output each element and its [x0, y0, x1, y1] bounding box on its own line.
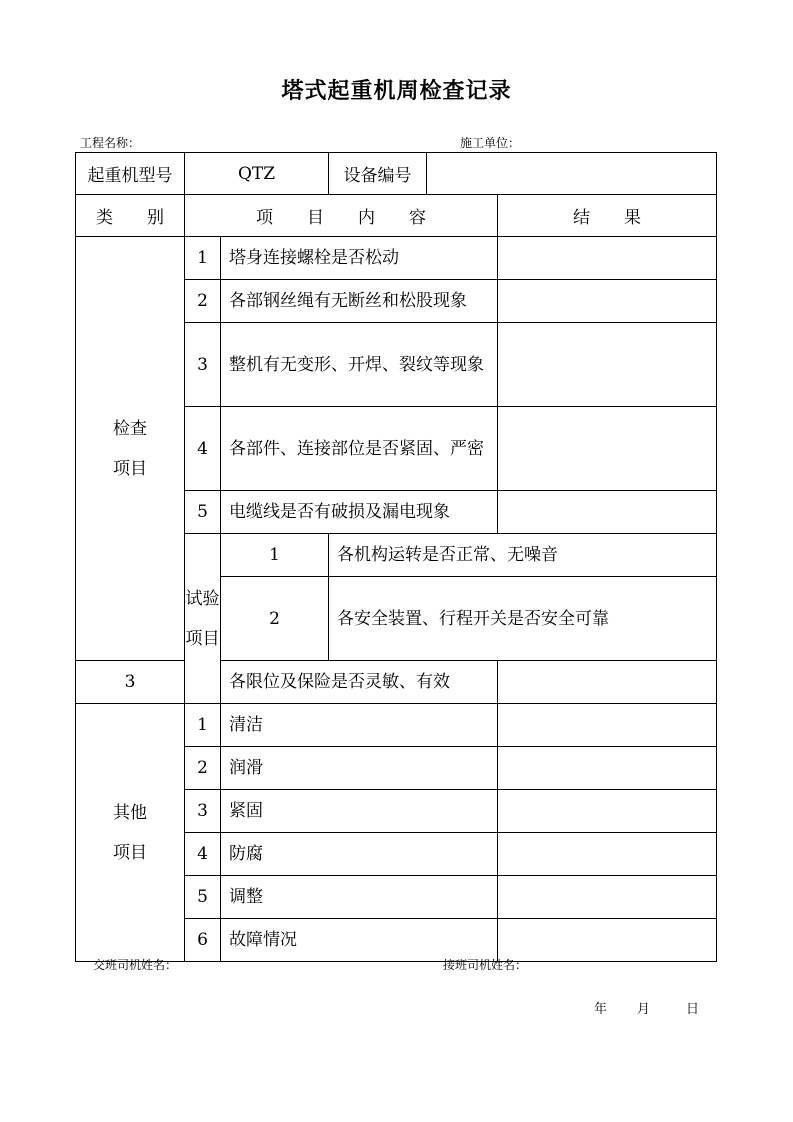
item-number: 5 — [185, 876, 221, 919]
takeover-driver-label: 接班司机姓名： — [443, 958, 528, 972]
category-other — [76, 704, 185, 962]
item-number: 3 — [185, 790, 221, 833]
result-cell[interactable] — [498, 704, 717, 747]
crane-model-value[interactable]: QTZ — [185, 153, 329, 195]
column-header-content: 项 目 内 容 — [185, 195, 498, 237]
result-cell[interactable] — [498, 407, 717, 491]
handover-driver-label: 交班司机姓名： — [93, 958, 178, 972]
item-number: 6 — [185, 919, 221, 962]
page-title: 塔式起重机周检查记录 — [281, 78, 512, 104]
item-content: 电缆线是否有破损及漏电现象 — [221, 491, 498, 534]
construction-unit-label: 施工单位： — [460, 136, 521, 150]
item-number: 1 — [221, 534, 329, 577]
date-month-label: 月 — [637, 1002, 651, 1017]
category-line: 项目 — [113, 458, 147, 479]
column-header-category: 类 别 — [76, 195, 185, 237]
item-content: 防腐 — [221, 833, 498, 876]
result-cell[interactable] — [498, 237, 717, 280]
result-cell[interactable] — [498, 491, 717, 534]
category-inspection — [76, 237, 185, 661]
item-content: 故障情况 — [221, 919, 498, 962]
item-content: 各部钢丝绳有无断丝和松股现象 — [221, 280, 498, 323]
item-content: 各安全装置、行程开关是否安全可靠 — [329, 577, 717, 661]
result-cell[interactable] — [498, 661, 717, 704]
inspection-table — [75, 152, 717, 962]
item-number: 3 — [76, 661, 185, 704]
item-number: 2 — [185, 280, 221, 323]
category-line: 其他 — [113, 802, 147, 823]
category-line: 项目 — [113, 842, 147, 863]
crane-model-label: 起重机型号 — [76, 153, 185, 195]
item-content: 调整 — [221, 876, 498, 919]
item-number: 1 — [185, 237, 221, 280]
result-cell[interactable] — [498, 280, 717, 323]
item-content: 塔身连接螺栓是否松动 — [221, 237, 498, 280]
item-content: 整机有无变形、开焊、裂纹等现象 — [221, 323, 498, 407]
equipment-number-value[interactable] — [427, 153, 717, 195]
item-content: 润滑 — [221, 747, 498, 790]
equipment-number-label: 设备编号 — [329, 153, 427, 195]
result-cell[interactable] — [498, 919, 717, 962]
result-cell[interactable] — [498, 323, 717, 407]
item-number: 2 — [221, 577, 329, 661]
item-content: 清洁 — [221, 704, 498, 747]
item-content: 紧固 — [221, 790, 498, 833]
column-header-result: 结 果 — [498, 195, 717, 237]
category-testing — [185, 534, 221, 704]
result-cell[interactable] — [498, 790, 717, 833]
category-line: 项目 — [185, 628, 220, 649]
item-content: 各部件、连接部位是否紧固、严密 — [221, 407, 498, 491]
item-content: 各机构运转是否正常、无噪音 — [329, 534, 717, 577]
item-number: 4 — [185, 407, 221, 491]
item-number: 3 — [185, 323, 221, 407]
item-number: 4 — [185, 833, 221, 876]
category-line: 检查 — [113, 418, 147, 439]
result-cell[interactable] — [498, 833, 717, 876]
project-name-label: 工程名称： — [80, 136, 141, 150]
item-number: 2 — [185, 747, 221, 790]
item-number: 5 — [185, 491, 221, 534]
date-year-label: 年 — [594, 1002, 608, 1017]
result-cell[interactable] — [498, 747, 717, 790]
date-day-label: 日 — [686, 1002, 700, 1017]
item-content: 各限位及保险是否灵敏、有效 — [221, 661, 498, 704]
result-cell[interactable] — [498, 876, 717, 919]
category-line: 试验 — [185, 588, 220, 609]
item-number: 1 — [185, 704, 221, 747]
